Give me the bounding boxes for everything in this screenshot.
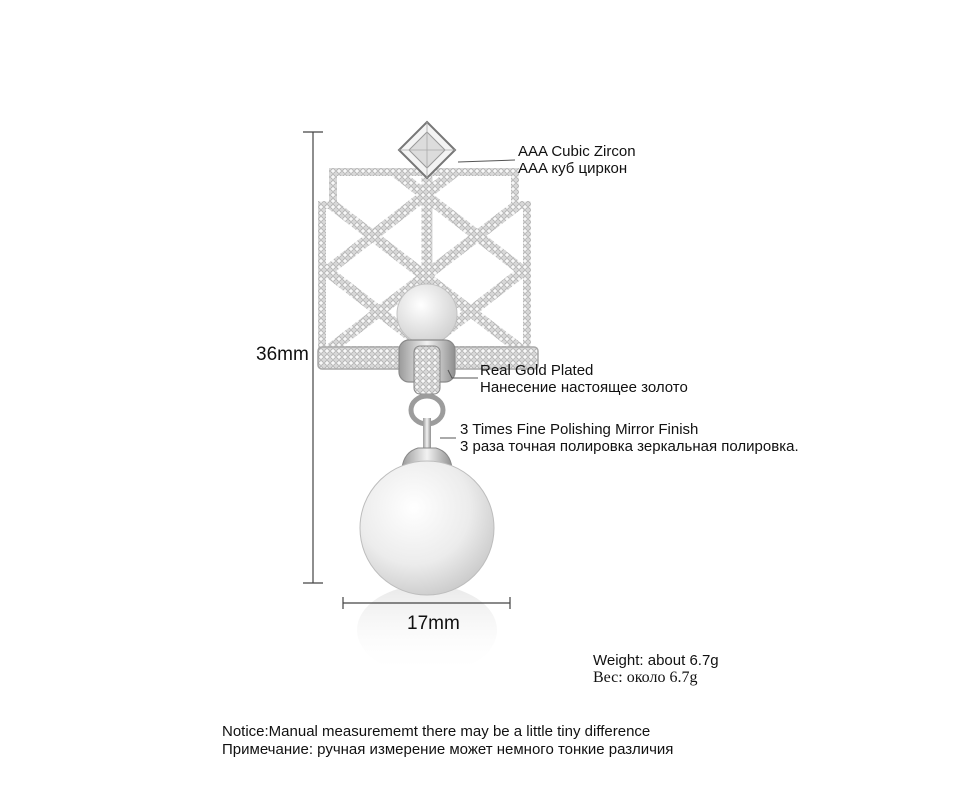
polish-callout (460, 421, 799, 455)
weight-label-en: Weight: about 6.7g (593, 652, 719, 669)
weight-block (593, 652, 719, 687)
small-pearl (397, 284, 457, 344)
zircon-callout (518, 143, 636, 177)
plating-callout (480, 362, 688, 396)
notice-ru: Примечание: ручная измерение может немного тонкие различия (222, 741, 674, 758)
width-dimension-label: 17mm (407, 613, 460, 634)
connector-bail (399, 340, 455, 394)
weight-label-ru: Вес: около 6.7g (593, 669, 698, 686)
zircon-label-ru: AAA куб циркон (518, 160, 628, 177)
height-dimension-label: 36mm (256, 344, 309, 365)
plating-label-en: Real Gold Plated (480, 362, 594, 379)
polish-label-ru: 3 раза точная полировка зеркальная полировка. (460, 438, 799, 455)
polish-label-en: 3 Times Fine Polishing Mirror Finish (460, 421, 699, 438)
large-pearl (360, 461, 494, 595)
zircon-label-en: AAA Cubic Zircon (518, 143, 636, 160)
pearl-pin (423, 418, 431, 448)
notice-en: Notice:Manual measurememt there may be a little tiny difference (222, 723, 651, 740)
notice-block (222, 723, 673, 759)
plating-label-ru: Нанесение настоящее золото (480, 379, 688, 396)
